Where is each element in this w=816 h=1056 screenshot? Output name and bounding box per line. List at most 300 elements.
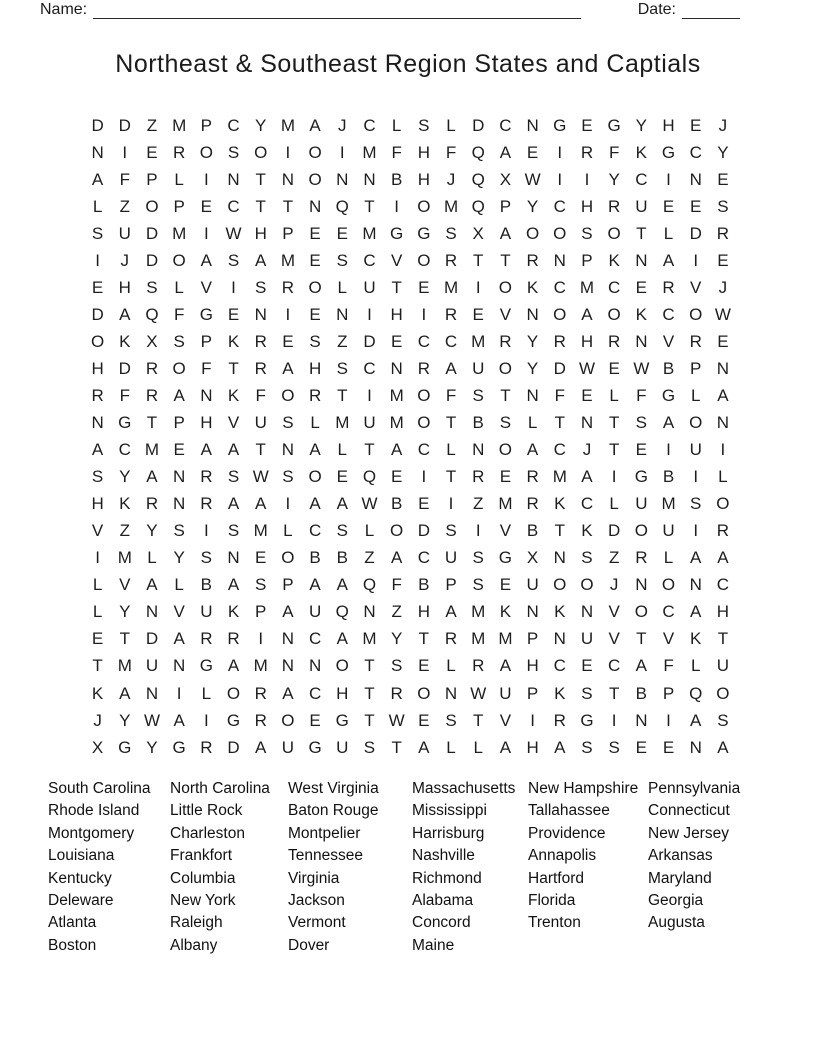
grid-cell: I: [231, 277, 236, 297]
grid-cell: M: [552, 467, 567, 487]
grid-cell: N: [281, 629, 295, 649]
grid-cell: V: [227, 413, 240, 433]
grid-cell: S: [363, 737, 376, 757]
grid-cell: L: [337, 277, 348, 297]
grid-cell: C: [608, 277, 621, 297]
word-item: Montpelier: [288, 824, 361, 842]
grid-cell: S: [227, 521, 240, 541]
name-label: Name:: [40, 1, 88, 18]
grid-cell: A: [227, 575, 240, 595]
grid-cell: S: [336, 521, 348, 541]
grid-cell: L: [364, 521, 375, 541]
grid-cell: S: [282, 467, 294, 487]
grid-cell: N: [635, 331, 648, 351]
grid-cell: A: [227, 494, 240, 514]
grid-cell: K: [227, 331, 240, 351]
grid-cell: U: [444, 548, 458, 568]
grid-cell: E: [526, 142, 539, 162]
word-list: [48, 778, 768, 957]
grid-cell: R: [200, 494, 213, 514]
grid-cell: I: [611, 710, 617, 730]
grid-row: [84, 193, 737, 220]
grid-cell: W: [578, 358, 595, 378]
grid-row: [84, 599, 737, 626]
grid-cell: R: [200, 467, 213, 487]
grid-cell: M: [362, 142, 377, 162]
grid-cell: V: [91, 521, 104, 541]
grid-cell: P: [282, 223, 294, 243]
grid-cell: J: [582, 440, 592, 460]
grid-cell: Q: [145, 304, 159, 324]
grid-cell: L: [663, 548, 674, 568]
grid-cell: C: [553, 277, 566, 297]
grid-cell: A: [499, 656, 512, 676]
grid-cell: X: [499, 169, 512, 189]
grid-cell: E: [635, 277, 648, 297]
grid-cell: N: [390, 358, 403, 378]
grid-cell: A: [255, 737, 267, 757]
grid-cell: A: [635, 656, 648, 676]
grid-cell: A: [146, 467, 158, 487]
grid-cell: S: [336, 358, 348, 378]
grid-cell: O: [607, 304, 621, 324]
grid-cell: I: [448, 494, 454, 514]
grid-cell: R: [254, 710, 267, 730]
grid-cell: J: [718, 115, 728, 135]
grid-cell: K: [581, 521, 593, 541]
grid-cell: M: [389, 385, 404, 405]
grid-cell: I: [693, 467, 699, 487]
grid-cell: E: [309, 304, 321, 324]
grid-cell: S: [91, 467, 104, 487]
grid-cell: F: [445, 385, 457, 405]
grid-cell: N: [526, 115, 539, 135]
grid-cell: V: [499, 521, 512, 541]
grid-cell: R: [553, 710, 566, 730]
grid-cell: A: [336, 494, 348, 514]
grid-cell: Y: [526, 358, 539, 378]
grid-cell: D: [91, 115, 104, 135]
word-item: Kentucky: [48, 869, 112, 887]
grid-cell: E: [690, 115, 702, 135]
grid-cell: R: [553, 331, 566, 351]
word-item: Maryland: [648, 869, 712, 887]
grid-cell: A: [309, 575, 321, 595]
grid-row: [84, 464, 737, 491]
grid-cell: I: [367, 385, 372, 405]
grid-cell: O: [417, 250, 431, 270]
word-item: Annapolis: [528, 847, 597, 865]
grid-cell: S: [227, 467, 240, 487]
grid-cell: O: [145, 196, 159, 216]
grid-cell: Y: [146, 737, 158, 757]
grid-cell: C: [363, 115, 376, 135]
grid-cell: N: [689, 575, 702, 595]
grid-cell: G: [172, 737, 186, 757]
word-item: Vermont: [288, 914, 346, 932]
grid-cell: H: [91, 358, 104, 378]
grid-cell: O: [281, 385, 295, 405]
grid-cell: S: [91, 223, 104, 243]
grid-cell: T: [608, 440, 620, 460]
word-list-column: [170, 778, 288, 957]
grid-cell: A: [146, 575, 158, 595]
grid-cell: C: [308, 683, 322, 703]
grid-cell: U: [472, 358, 485, 378]
grid-cell: O: [281, 548, 295, 568]
grid-cell: I: [611, 467, 617, 487]
grid-cell: O: [716, 683, 730, 703]
grid-cell: S: [445, 710, 457, 730]
grid-row: [84, 518, 737, 545]
grid-cell: F: [636, 385, 647, 405]
grid-cell: Y: [526, 196, 539, 216]
grid-cell: L: [337, 440, 348, 460]
grid-cell: O: [498, 277, 513, 297]
grid-cell: M: [172, 115, 187, 135]
grid-cell: A: [662, 250, 675, 270]
grid-cell: N: [227, 548, 240, 568]
word-item: New Jersey: [648, 824, 729, 842]
grid-cell: U: [145, 656, 159, 676]
grid-cell: E: [635, 440, 648, 460]
grid-cell: N: [526, 304, 539, 324]
grid-cell: F: [663, 656, 674, 676]
grid-cell: H: [200, 413, 213, 433]
grid-cell: G: [390, 223, 404, 243]
grid-cell: N: [336, 304, 349, 324]
grid-cell: A: [717, 385, 729, 405]
grid-cell: A: [499, 737, 512, 757]
word-item: Louisiana: [48, 847, 115, 865]
grid-cell: E: [581, 115, 593, 135]
grid-cell: L: [527, 413, 538, 433]
grid-cell: A: [282, 358, 294, 378]
grid-cell: E: [336, 223, 348, 243]
date-label: Date:: [637, 1, 676, 18]
grid-cell: E: [717, 250, 729, 270]
grid-cell: J: [609, 575, 619, 595]
grid-cell: T: [473, 710, 484, 730]
page-title: Northeast & Southeast Region States and Captials: [115, 50, 701, 78]
grid-cell: S: [255, 277, 267, 297]
grid-cell: D: [145, 250, 159, 270]
grid-cell: S: [418, 115, 430, 135]
grid-cell: T: [445, 467, 457, 487]
grid-cell: A: [690, 602, 702, 622]
grid-cell: H: [417, 602, 430, 622]
grid-cell: E: [309, 710, 321, 730]
grid-cell: N: [363, 602, 376, 622]
grid-cell: I: [339, 142, 345, 162]
word-item: Mississippi: [412, 802, 487, 820]
grid-cell: V: [690, 277, 702, 297]
word-item: Boston: [48, 936, 97, 954]
grid-cell: I: [203, 169, 209, 189]
grid-cell: Q: [362, 575, 377, 595]
grid-row: [84, 247, 737, 274]
grid-cell: B: [662, 358, 675, 378]
grid-cell: Q: [689, 683, 703, 703]
grid-cell: H: [91, 494, 104, 514]
grid-cell: Z: [608, 548, 620, 568]
grid-cell: T: [636, 629, 647, 649]
grid-cell: R: [444, 250, 458, 270]
grid-cell: E: [418, 656, 430, 676]
grid-cell: S: [717, 710, 729, 730]
grid-cell: C: [417, 548, 430, 568]
word-list-column: [412, 778, 528, 957]
word-item: Albany: [170, 936, 218, 954]
grid-cell: A: [526, 440, 539, 460]
grid-cell: G: [308, 737, 322, 757]
grid-cell: F: [201, 358, 212, 378]
grid-row: [84, 707, 737, 734]
grid-cell: I: [693, 250, 699, 270]
grid-cell: T: [608, 683, 620, 703]
grid-cell: I: [720, 440, 726, 460]
grid-cell: A: [717, 548, 729, 568]
grid-cell: T: [364, 656, 375, 676]
grid-cell: T: [717, 629, 729, 649]
grid-cell: M: [471, 331, 486, 351]
grid-cell: O: [689, 413, 703, 433]
grid-cell: W: [633, 358, 650, 378]
grid-cell: C: [662, 602, 675, 622]
grid-cell: N: [308, 196, 322, 216]
grid-cell: L: [283, 521, 293, 541]
grid-cell: Z: [146, 115, 158, 135]
grid-cell: Y: [390, 629, 403, 649]
grid-cell: N: [553, 629, 566, 649]
word-item: Pennsylvania: [648, 780, 741, 797]
grid-row: [84, 112, 737, 139]
grid-cell: G: [661, 385, 676, 405]
grid-cell: S: [690, 494, 702, 514]
grid-cell: T: [337, 385, 348, 405]
word-search-grid: [84, 112, 737, 761]
grid-cell: A: [690, 710, 702, 730]
grid-cell: T: [554, 521, 565, 541]
grid-cell: U: [499, 683, 512, 703]
grid-cell: A: [717, 737, 729, 757]
grid-row: [84, 139, 737, 166]
grid-cell: L: [174, 277, 184, 297]
grid-cell: Y: [146, 521, 158, 541]
grid-cell: P: [146, 169, 158, 189]
grid-cell: C: [635, 169, 648, 189]
grid-cell: O: [553, 223, 567, 243]
grid-cell: M: [389, 413, 404, 433]
grid-cell: O: [553, 304, 567, 324]
grid-cell: W: [361, 494, 378, 514]
grid-cell: P: [255, 602, 267, 622]
grid-cell: I: [475, 277, 481, 297]
grid-cell: S: [717, 196, 729, 216]
grid-cell: T: [119, 629, 130, 649]
grid-cell: I: [285, 304, 291, 324]
grid-cell: C: [118, 440, 131, 460]
grid-cell: U: [118, 223, 131, 243]
word-item: Connecticut: [648, 802, 730, 820]
grid-cell: O: [199, 142, 213, 162]
grid-cell: R: [608, 331, 621, 351]
grid-cell: Q: [471, 169, 485, 189]
grid-cell: I: [421, 304, 427, 324]
grid-cell: M: [661, 494, 676, 514]
grid-cell: C: [227, 196, 240, 216]
grid-cell: E: [635, 737, 648, 757]
grid-cell: O: [226, 683, 241, 703]
word-item: Arkansas: [648, 847, 713, 865]
grid-row: [84, 437, 737, 464]
grid-cell: N: [689, 169, 702, 189]
grid-cell: O: [417, 413, 431, 433]
word-item: Nashville: [412, 847, 475, 865]
grid-cell: H: [417, 169, 430, 189]
grid-cell: R: [662, 277, 675, 297]
grid-cell: S: [282, 413, 294, 433]
grid-cell: B: [662, 467, 675, 487]
grid-cell: G: [498, 548, 513, 568]
grid-cell: A: [499, 142, 512, 162]
grid-cell: B: [418, 575, 430, 595]
grid-cell: A: [390, 548, 403, 568]
grid-cell: F: [255, 385, 266, 405]
grid-cell: S: [200, 548, 213, 568]
grid-cell: O: [634, 602, 648, 622]
grid-cell: N: [281, 440, 295, 460]
grid-cell: S: [445, 521, 457, 541]
grid-cell: Y: [526, 331, 539, 351]
grid-cell: K: [635, 304, 648, 324]
grid-cell: G: [335, 710, 349, 730]
grid-cell: R: [526, 467, 539, 487]
grid-cell: N: [145, 683, 159, 703]
grid-cell: N: [444, 683, 458, 703]
grid-cell: Q: [335, 196, 349, 216]
grid-cell: M: [253, 521, 268, 541]
grid-cell: F: [608, 142, 620, 162]
grid-cell: R: [716, 521, 730, 541]
word-item: Dover: [288, 936, 330, 954]
grid-cell: A: [255, 250, 267, 270]
grid-cell: A: [309, 494, 321, 514]
grid-cell: M: [471, 629, 486, 649]
grid-cell: A: [91, 440, 104, 460]
grid-cell: O: [417, 385, 431, 405]
grid-cell: W: [388, 710, 405, 730]
grid-cell: F: [391, 142, 402, 162]
grid-cell: P: [200, 115, 213, 135]
grid-cell: G: [417, 223, 431, 243]
grid-cell: N: [635, 250, 648, 270]
grid-cell: E: [91, 629, 104, 649]
grid-cell: D: [145, 629, 159, 649]
grid-cell: H: [308, 358, 322, 378]
grid-cell: Q: [362, 467, 377, 487]
grid-cell: C: [553, 656, 566, 676]
grid-cell: P: [173, 196, 185, 216]
grid-cell: L: [718, 467, 728, 487]
grid-cell: R: [472, 656, 485, 676]
word-item: Augusta: [648, 914, 705, 932]
grid-cell: A: [227, 440, 240, 460]
grid-cell: L: [473, 737, 483, 757]
grid-cell: P: [200, 331, 213, 351]
grid-row: [84, 274, 737, 301]
grid-cell: I: [367, 304, 372, 324]
grid-cell: I: [203, 521, 209, 541]
grid-cell: C: [363, 250, 376, 270]
grid-cell: L: [174, 169, 184, 189]
word-item: New Hampshire: [528, 780, 639, 797]
grid-cell: A: [336, 575, 348, 595]
grid-cell: S: [581, 683, 593, 703]
grid-cell: M: [498, 494, 513, 514]
word-list-column: [48, 778, 170, 957]
grid-cell: G: [634, 467, 648, 487]
grid-cell: S: [499, 413, 512, 433]
grid-cell: V: [119, 575, 131, 595]
grid-cell: V: [390, 250, 403, 270]
grid-cell: N: [91, 413, 104, 433]
grid-cell: K: [554, 683, 566, 703]
grid-cell: U: [635, 494, 648, 514]
grid-cell: R: [716, 223, 730, 243]
grid-cell: V: [608, 629, 620, 649]
word-item: Columbia: [170, 869, 236, 887]
grid-cell: W: [524, 169, 541, 189]
grid-cell: Q: [471, 196, 485, 216]
word-item: Maine: [412, 936, 455, 954]
grid-cell: M: [172, 223, 187, 243]
grid-cell: O: [634, 521, 648, 541]
grid-cell: R: [254, 683, 267, 703]
grid-row: [84, 301, 737, 328]
grid-cell: E: [200, 196, 213, 216]
grid-cell: O: [553, 575, 567, 595]
grid-cell: H: [580, 196, 594, 216]
grid-cell: U: [254, 413, 267, 433]
grid-cell: M: [117, 656, 132, 676]
grid-cell: T: [364, 710, 375, 730]
grid-cell: M: [117, 548, 132, 568]
grid-cell: S: [227, 142, 240, 162]
grid-cell: U: [635, 196, 648, 216]
grid-cell: U: [716, 656, 730, 676]
grid-cell: I: [203, 710, 209, 730]
grid-cell: C: [499, 115, 512, 135]
grid-cell: I: [95, 548, 100, 568]
grid-cell: T: [500, 385, 511, 405]
grid-cell: H: [336, 683, 349, 703]
grid-row: [84, 545, 737, 572]
grid-cell: K: [554, 602, 566, 622]
grid-cell: C: [308, 521, 322, 541]
grid-cell: G: [580, 710, 594, 730]
grid-cell: K: [554, 494, 566, 514]
grid-cell: Q: [335, 602, 349, 622]
grid-row: [84, 572, 737, 599]
grid-cell: T: [92, 656, 103, 676]
grid-cell: O: [498, 440, 513, 460]
grid-cell: R: [308, 385, 322, 405]
grid-cell: S: [336, 250, 348, 270]
grid-cell: G: [607, 115, 621, 135]
grid-cell: X: [91, 737, 104, 757]
grid-cell: E: [309, 250, 321, 270]
